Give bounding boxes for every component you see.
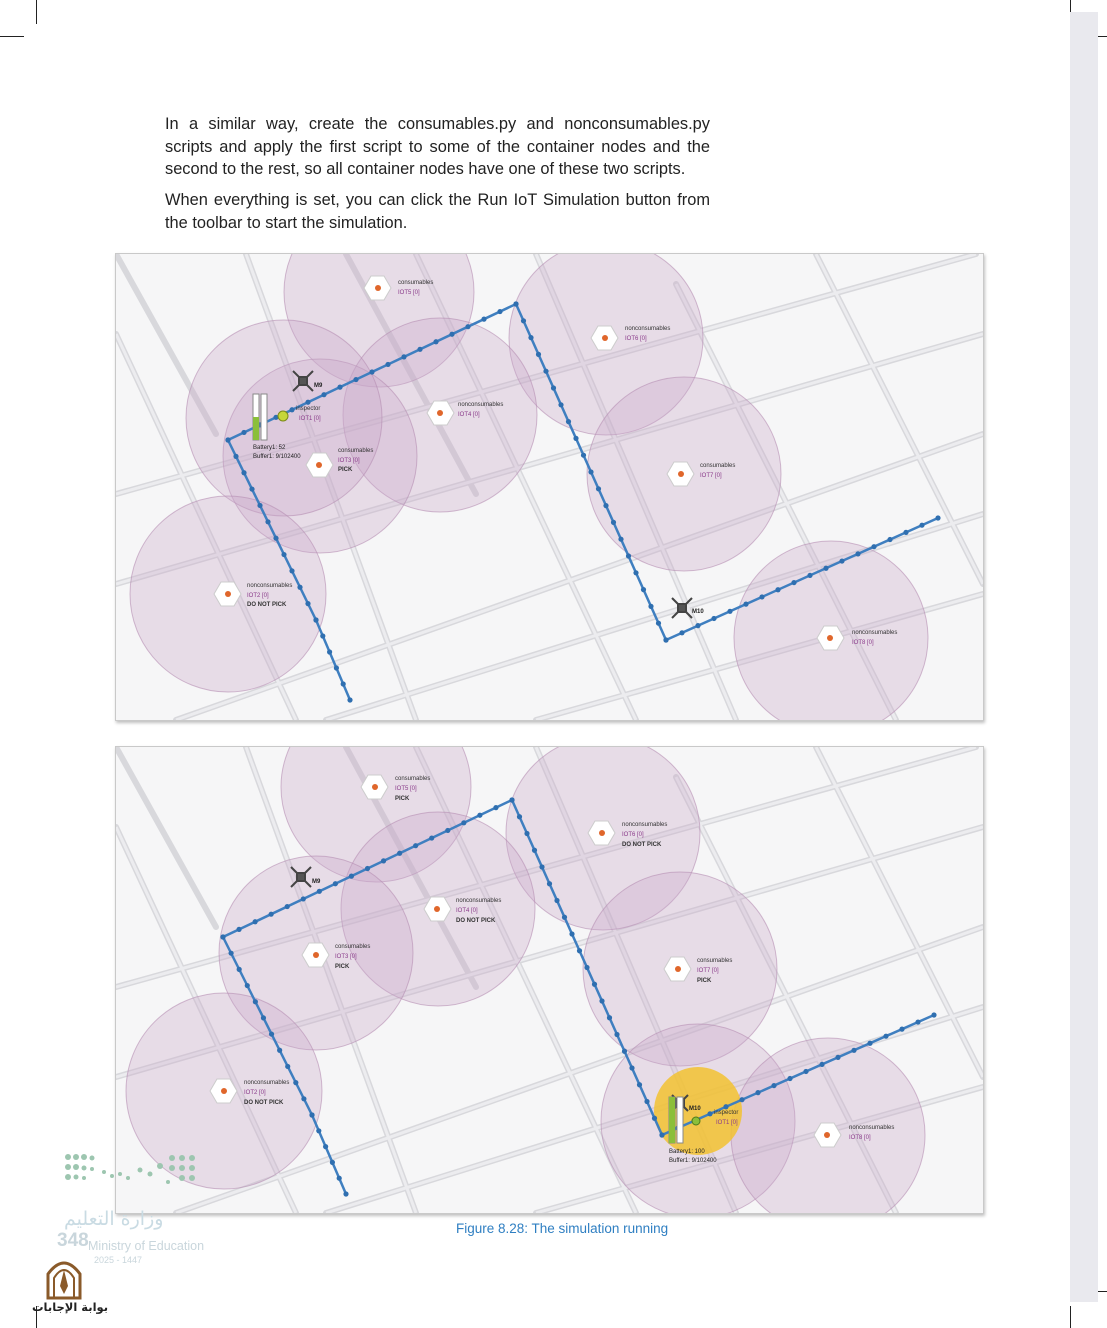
route-point <box>320 633 325 638</box>
battery-label: Battery1: 100 <box>669 1149 705 1155</box>
node-type-label: consumables <box>398 280 434 286</box>
inspector-label: inspector <box>296 406 321 412</box>
route-point <box>919 523 924 528</box>
route-point <box>656 621 661 626</box>
crop-mark-top-left <box>36 0 37 24</box>
route-point <box>599 998 604 1003</box>
node-id-label: IOT8 [0] <box>849 1135 871 1141</box>
route-point <box>316 1128 321 1133</box>
node-id-label: IOT8 [0] <box>852 640 874 646</box>
route-point <box>711 616 716 621</box>
route-point <box>417 347 422 352</box>
route-point <box>871 544 876 549</box>
route-point <box>445 828 450 833</box>
route-point <box>629 1065 634 1070</box>
node-status-label: DO NOT PICK <box>247 602 287 608</box>
route-point <box>528 335 533 340</box>
node-type-label: nonconsumables <box>247 583 293 589</box>
route-point <box>313 617 318 622</box>
inspector-id: IOT1 [0] <box>716 1120 738 1126</box>
crop-mark-top-left-h <box>0 36 24 37</box>
node-status-label: PICK <box>395 796 410 802</box>
route-point <box>249 486 254 491</box>
route-point <box>569 931 574 936</box>
simulation-map-1 <box>116 254 983 720</box>
route-point <box>819 1062 824 1067</box>
route-point <box>337 1176 342 1181</box>
route-point <box>285 1064 290 1069</box>
route-point <box>903 530 908 535</box>
simulation-figure-2 <box>115 746 984 1214</box>
route-point <box>385 362 390 367</box>
node-status-label: DO NOT PICK <box>622 842 662 848</box>
route-point <box>739 1097 744 1102</box>
route-point <box>397 851 402 856</box>
route-point <box>477 813 482 818</box>
node-type-label: nonconsumables <box>852 630 898 636</box>
route-point <box>365 866 370 871</box>
route-point <box>547 881 552 886</box>
route-point <box>281 552 286 557</box>
route-point <box>341 681 346 686</box>
route-point <box>233 454 238 459</box>
route-point <box>573 436 578 441</box>
node-id-label: IOT7 [0] <box>697 968 719 974</box>
edition-years: 2025 - 1447 <box>94 1255 143 1265</box>
buffer-label: Buffer1: 9/102400 <box>253 454 301 460</box>
node-status-label: DO NOT PICK <box>244 1100 284 1106</box>
paragraph-2: When everything is set, you can click the Run IoT Simulation button from the toolbar to start the simulation. <box>165 191 710 232</box>
route-point <box>309 1112 314 1117</box>
gate-logo-icon <box>44 1256 84 1300</box>
route-point <box>289 407 294 412</box>
route-point <box>931 1012 936 1017</box>
route-point <box>323 1144 328 1149</box>
node-status-label: PICK <box>335 964 350 970</box>
route-point <box>727 609 732 614</box>
route-point <box>562 915 567 920</box>
route-point <box>333 881 338 886</box>
inspector-label: inspector <box>714 1110 739 1116</box>
node-id-label: IOT3 [0] <box>338 458 360 464</box>
route-point <box>622 1049 627 1054</box>
route-point <box>327 649 332 654</box>
drone-label: M9 <box>312 879 321 885</box>
route-point <box>637 1082 642 1087</box>
inspector-id: IOT1 [0] <box>299 416 321 422</box>
route-point <box>644 1099 649 1104</box>
route-point <box>253 919 258 924</box>
node-id-label: IOT2 [0] <box>247 593 269 599</box>
route-point <box>883 1034 888 1039</box>
route-point <box>277 1048 282 1053</box>
route-point <box>648 604 653 609</box>
route-point <box>633 570 638 575</box>
node-id-label: IOT5 [0] <box>395 786 417 792</box>
ministry-name-english: Ministry of Education <box>88 1239 205 1253</box>
drone-label: M9 <box>314 383 323 389</box>
route-point <box>301 1096 306 1101</box>
route-point <box>566 419 571 424</box>
route-point <box>771 1083 776 1088</box>
node-type-label: consumables <box>697 958 733 964</box>
node-type-label: nonconsumables <box>244 1080 290 1086</box>
route-point <box>915 1019 920 1024</box>
route-point <box>289 568 294 573</box>
route-point <box>652 1116 657 1121</box>
route-point <box>241 430 246 435</box>
route-point <box>867 1041 872 1046</box>
page-edge-strip <box>1070 12 1098 1302</box>
node-status-label: DO NOT PICK <box>456 918 496 924</box>
route-point <box>603 503 608 508</box>
buffer-label: Buffer1: 9/102400 <box>669 1158 717 1164</box>
route-point <box>301 896 306 901</box>
route-point <box>543 369 548 374</box>
route-point <box>253 999 258 1004</box>
route-point <box>334 665 339 670</box>
drone-label: M10 <box>689 1106 701 1112</box>
route-point <box>663 637 668 642</box>
node-type-label: nonconsumables <box>456 898 502 904</box>
route-point <box>413 843 418 848</box>
route-point <box>305 400 310 405</box>
route-point <box>641 587 646 592</box>
route-point <box>695 623 700 628</box>
route-point <box>611 520 616 525</box>
route-point <box>449 332 454 337</box>
route-point <box>493 805 498 810</box>
node-id-label: IOT3 [0] <box>335 954 357 960</box>
route-point <box>935 515 940 520</box>
route-point <box>228 951 233 956</box>
route-point <box>723 1104 728 1109</box>
node-type-label: nonconsumables <box>849 1125 895 1131</box>
route-point <box>465 324 470 329</box>
simulation-figure-1 <box>115 253 984 721</box>
route-point <box>536 352 541 357</box>
route-point <box>607 1015 612 1020</box>
route-point <box>755 1090 760 1095</box>
node-id-label: IOT4 [0] <box>458 412 480 418</box>
route-point <box>596 486 601 491</box>
route-point <box>787 1076 792 1081</box>
route-point <box>551 385 556 390</box>
route-point <box>245 983 250 988</box>
route-point <box>461 820 466 825</box>
route-point <box>626 553 631 558</box>
figure-caption: Figure 8.28: The simulation running <box>456 1221 669 1236</box>
route-point <box>835 1055 840 1060</box>
route-point <box>497 309 502 314</box>
node-id-label: IOT6 [0] <box>622 832 644 838</box>
simulation-map-2 <box>116 747 983 1213</box>
route-point <box>803 1069 808 1074</box>
route-point <box>581 453 586 458</box>
route-point <box>577 948 582 953</box>
route-point <box>433 339 438 344</box>
route-point <box>517 814 522 819</box>
route-point <box>273 536 278 541</box>
route-point <box>261 1015 266 1020</box>
node-id-label: IOT7 [0] <box>700 473 722 479</box>
route-point <box>839 558 844 563</box>
route-point <box>269 1031 274 1036</box>
node-id-label: IOT2 [0] <box>244 1090 266 1096</box>
route-point <box>265 519 270 524</box>
route-point <box>347 697 352 702</box>
route-point <box>269 912 274 917</box>
route-point <box>381 858 386 863</box>
node-status-label: PICK <box>338 467 353 473</box>
route-point <box>707 1111 712 1116</box>
route-point <box>349 874 354 879</box>
route-point <box>791 580 796 585</box>
route-point <box>679 630 684 635</box>
route-point <box>851 1048 856 1053</box>
route-point <box>554 898 559 903</box>
route-point <box>317 889 322 894</box>
route-point <box>236 927 241 932</box>
route-point <box>429 835 434 840</box>
route-point <box>513 301 518 306</box>
route-point <box>343 1191 348 1196</box>
node-type-label: consumables <box>335 944 371 950</box>
drone-label: M10 <box>692 609 704 615</box>
route-point <box>293 1080 298 1085</box>
route-point <box>823 566 828 571</box>
node-id-label: IOT5 [0] <box>398 290 420 296</box>
route-point <box>241 470 246 475</box>
route-point <box>887 537 892 542</box>
route-point <box>775 587 780 592</box>
node-type-label: nonconsumables <box>458 402 504 408</box>
route-point <box>558 402 563 407</box>
node-id-label: IOT4 [0] <box>456 908 478 914</box>
route-point <box>584 965 589 970</box>
route-point <box>855 551 860 556</box>
route-point <box>257 503 262 508</box>
route-point <box>743 602 748 607</box>
site-name: بوابة الإجابات <box>32 1300 109 1314</box>
route-point <box>539 864 544 869</box>
route-point <box>401 354 406 359</box>
route-point <box>220 934 225 939</box>
route-point <box>659 1132 664 1137</box>
node-type-label: nonconsumables <box>622 822 668 828</box>
paragraph-1: In a similar way, create the consumables.py and nonconsumables.py scripts and apply the first script to some of the container nodes and the second to the rest, so all container nodes have one of these two scripts. <box>165 115 710 179</box>
route-point <box>521 318 526 323</box>
route-point <box>297 585 302 590</box>
ministry-name-arabic: وزارة التعليم <box>64 1208 164 1230</box>
route-point <box>237 967 242 972</box>
route-point <box>369 369 374 374</box>
crop-mark-bottom-right <box>1070 1306 1071 1328</box>
battery-label: Battery1: 52 <box>253 445 286 451</box>
node-id-label: IOT6 [0] <box>625 336 647 342</box>
route-point <box>759 594 764 599</box>
route-point <box>524 831 529 836</box>
route-point <box>481 317 486 322</box>
route-point <box>225 437 230 442</box>
node-type-label: consumables <box>700 463 736 469</box>
route-point <box>588 469 593 474</box>
route-point <box>305 601 310 606</box>
route-point <box>285 904 290 909</box>
route-point <box>353 377 358 382</box>
route-point <box>532 848 537 853</box>
route-point <box>509 797 514 802</box>
route-point <box>899 1027 904 1032</box>
route-point <box>614 1032 619 1037</box>
node-type-label: nonconsumables <box>625 326 671 332</box>
node-status-label: PICK <box>697 978 712 984</box>
node-type-label: consumables <box>338 448 374 454</box>
route-point <box>337 385 342 390</box>
page-number: 348 <box>57 1230 89 1251</box>
ministry-logo-dots <box>64 1152 198 1192</box>
route-point <box>618 537 623 542</box>
route-point <box>321 392 326 397</box>
route-point <box>330 1160 335 1165</box>
route-point <box>807 573 812 578</box>
route-point <box>592 982 597 987</box>
node-type-label: consumables <box>395 776 431 782</box>
